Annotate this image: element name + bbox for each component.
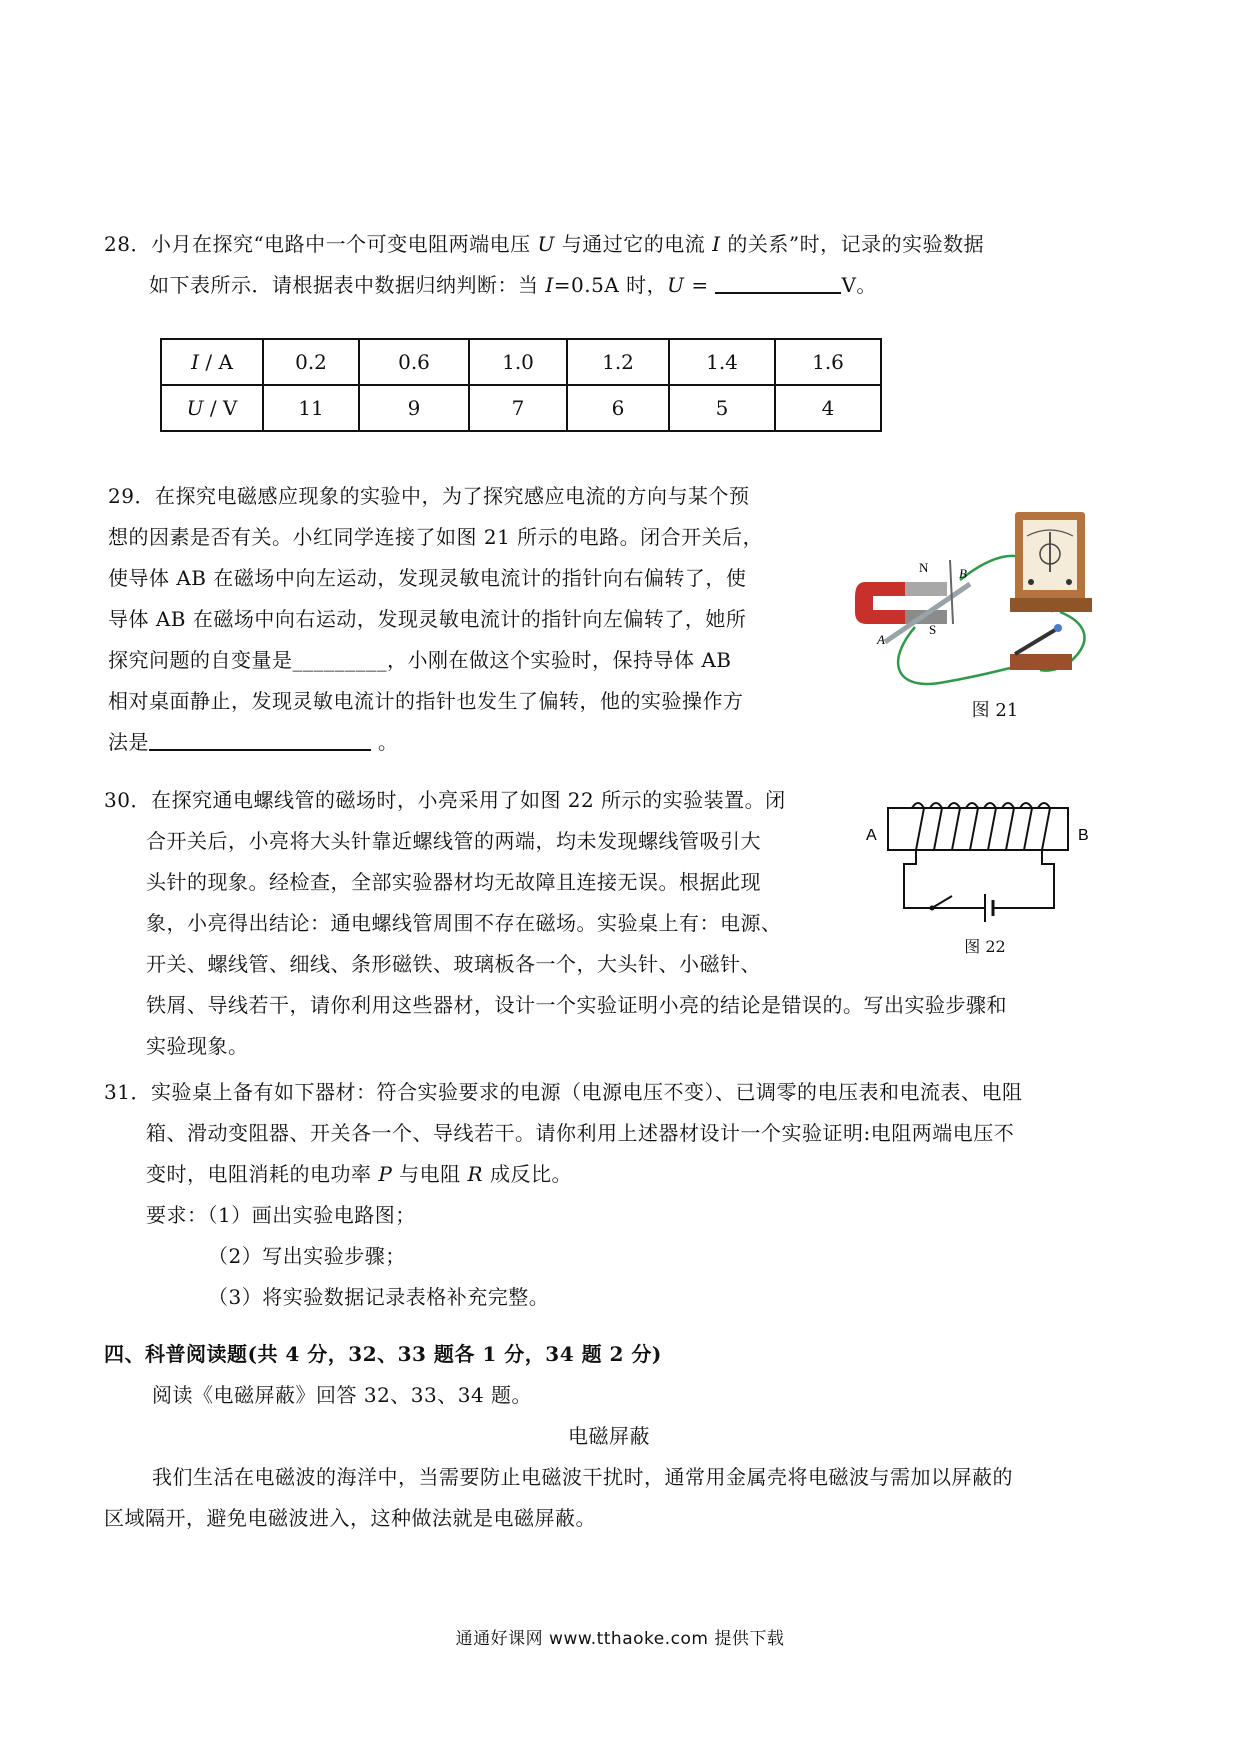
- label-b: B: [1078, 827, 1089, 844]
- requirement-2: （2）写出实验步骤；: [208, 1244, 406, 1268]
- wire: [898, 627, 1015, 684]
- rod-stand: [950, 560, 953, 624]
- answer-blank-29b[interactable]: [149, 725, 371, 751]
- question-30-line: 头针的现象。经检查，全部实验器材均无故障且连接无误。根据此现: [146, 870, 761, 894]
- switch-handle: [1054, 624, 1062, 632]
- table-cell: 9: [359, 385, 469, 431]
- question-30-line: 30．在探究通电螺线管的磁场时，小亮采用了如图 22 所示的实验装置。闭: [104, 788, 786, 812]
- switch-lever: [1015, 630, 1055, 654]
- question-31: [104, 1072, 1022, 1318]
- question-29-line: 29．在探究电磁感应现象的实验中，为了探究感应电流的方向与某个预: [108, 484, 750, 508]
- answer-blank-29a[interactable]: _________: [292, 648, 387, 672]
- question-29-line: 想的因素是否有关。小红同学连接了如图 21 所示的电路。闭合开关后，: [108, 525, 764, 549]
- row-header-voltage: U / V: [161, 385, 263, 431]
- figure-21-apparatus: [855, 512, 1105, 692]
- table-cell: 0.2: [263, 339, 359, 385]
- question-28-line-1: 28．小月在探究“电路中一个可变电阻两端电压 U 与通过它的电流 I 的关系”时，记录的实验数据: [104, 232, 985, 256]
- table-cell: 7: [469, 385, 567, 431]
- question-30-line: 象，小亮得出结论：通电螺线管周围不存在磁场。实验桌上有：电源、: [146, 911, 782, 935]
- question-30-line: 铁屑、导线若干，请你利用这些器材，设计一个实验证明小亮的结论是错误的。写出实验步骤和: [146, 993, 1007, 1017]
- table-cell: 4: [775, 385, 881, 431]
- table-cell: 1.2: [567, 339, 669, 385]
- question-29: [108, 476, 763, 763]
- question-29-line: 使导体 AB 在磁场中向左运动，发现灵敏电流计的指针向右偏转了，使: [108, 566, 747, 590]
- question-29-line: 探究问题的自变量是_________，小刚在做这个实验时，保持导体 AB: [108, 648, 732, 672]
- table-cell: 1.6: [775, 339, 881, 385]
- figure-21-caption: 图 21: [971, 700, 1019, 721]
- question-31-line: 31．实验桌上备有如下器材：符合实验要求的电源（电源电压不变）、已调零的电压表和电流表、电阻: [104, 1080, 1023, 1104]
- magnet-pole-n: [905, 582, 947, 596]
- table-cell: 1.4: [669, 339, 775, 385]
- section-heading: 四、科普阅读题(共 4 分，32、33 题各 1 分，34 题 2 分): [104, 1342, 662, 1366]
- question-31-line: 变时，电阻消耗的电功率 P 与电阻 R 成反比。: [146, 1162, 572, 1186]
- label-b: B: [959, 566, 967, 581]
- article-paragraph-line: 区域隔开，避免电磁波进入，这种做法就是电磁屏蔽。: [104, 1506, 596, 1530]
- label-a: A: [866, 827, 877, 844]
- switch: [932, 896, 952, 908]
- switch-base: [1010, 654, 1072, 670]
- question-29-line: 导体 AB 在磁场中向右运动，发现灵敏电流计的指针向左偏转了，她所: [108, 607, 747, 631]
- figure-22-solenoid-circuit: [860, 790, 1100, 930]
- table-cell: 6: [567, 385, 669, 431]
- section-4: [104, 1334, 1013, 1539]
- label-n: N: [919, 560, 929, 575]
- figure-22-caption: 图 22: [964, 937, 1006, 956]
- galvanometer-base: [1010, 598, 1092, 612]
- solenoid-core: [888, 808, 1068, 850]
- table-row-current: [161, 339, 881, 385]
- row-header-current: I / A: [161, 339, 263, 385]
- label-a: A: [877, 632, 885, 647]
- question-30-line: 合开关后，小亮将大头针靠近螺线管的两端，均未发现螺线管吸引大: [146, 829, 761, 853]
- table-cell: 5: [669, 385, 775, 431]
- question-30-line: 开关、螺线管、细线、条形磁铁、玻璃板各一个，大头针、小磁针、: [146, 952, 761, 976]
- table-cell: 1.0: [469, 339, 567, 385]
- requirement-3: （3）将实验数据记录表格补充完整。: [208, 1285, 550, 1309]
- article-title: 电磁屏蔽: [568, 1424, 650, 1448]
- circuit-wire: [904, 850, 960, 908]
- question-28-line-2: 如下表所示．请根据表中数据归纳判断：当 I=0.5A 时，U = V。: [104, 265, 984, 306]
- question-29-line: 法是 。: [108, 722, 763, 763]
- table-cell: 0.6: [359, 339, 469, 385]
- question-29-line: 相对桌面静止，发现灵敏电流计的指针也发生了偏转，他的实验操作方: [108, 689, 744, 713]
- switch-pivot: [930, 906, 935, 911]
- requirement-1: 要求：（1）画出实验电路图；: [146, 1203, 416, 1227]
- article-paragraph-line: 我们生活在电磁波的海洋中，当需要防止电磁波干扰时，通常用金属壳将电磁波与需加以屏蔽的: [152, 1465, 1013, 1489]
- question-30-line: 实验现象。: [146, 1034, 249, 1058]
- section-intro: 阅读《电磁屏蔽》回答 32、33、34 题。: [152, 1383, 533, 1407]
- question-28: [104, 224, 984, 306]
- label-s: S: [929, 622, 937, 637]
- terminal: [1066, 579, 1072, 585]
- horseshoe-magnet: [855, 582, 905, 624]
- terminal: [1028, 579, 1034, 585]
- question-31-line: 箱、滑动变阻器、开关各一个、导线若干。请你利用上述器材设计一个实验证明:电阻两端电压不: [146, 1121, 1015, 1145]
- table-cell: 11: [263, 385, 359, 431]
- circuit-wire: [994, 850, 1054, 908]
- table-row-voltage: [161, 385, 881, 431]
- data-table-28: [160, 338, 882, 432]
- page-footer: 通通好课网 www.tthaoke.com 提供下载: [455, 1629, 785, 1649]
- answer-blank-28[interactable]: [715, 268, 841, 294]
